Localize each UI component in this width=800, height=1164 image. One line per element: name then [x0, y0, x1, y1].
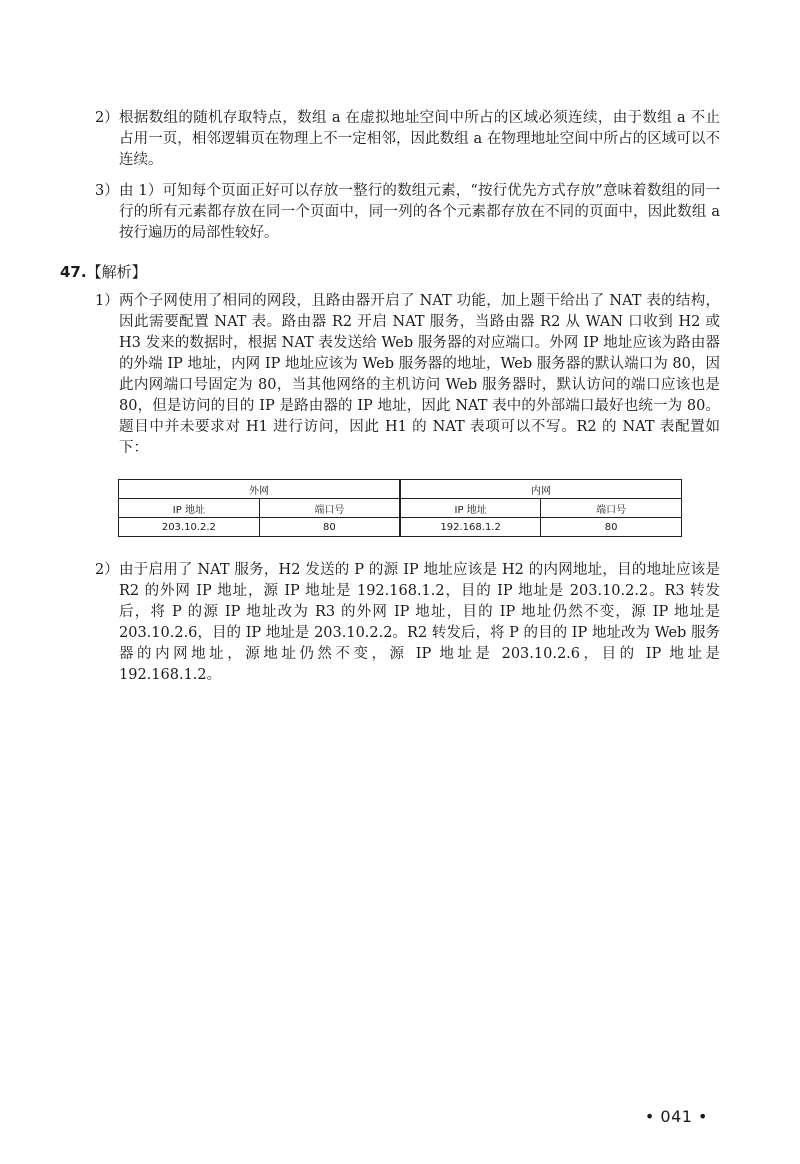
question-heading — [60, 262, 147, 283]
table-column-header-row — [119, 499, 682, 518]
nat-table — [118, 479, 682, 537]
table-cell: 80 — [541, 518, 682, 537]
table-cell: 192.168.1.2 — [400, 518, 541, 537]
column-header: IP 地址 — [119, 499, 260, 518]
column-header: 端口号 — [541, 499, 682, 518]
table-cell: 80 — [259, 518, 400, 537]
column-header: IP 地址 — [400, 499, 541, 518]
question-number: 47. — [60, 263, 87, 281]
table-group-header-row — [119, 480, 682, 499]
question-label: 【解析】 — [86, 263, 147, 281]
answer-item-3 — [95, 181, 720, 244]
item-text: 由于启用了 NAT 服务，H2 发送的 P 的源 IP 地址应该是 H2 的内网地址，目的地址应该是 R2 的外网 IP 地址，源 IP 地址是 192.168.1.2，目的 IP 地址是 203.10.2.2。R3 转发后，将 P 的源 IP 地址改为 R3 的外网 IP 地址，目的 IP 地址仍然不变，源 IP 地址是 203.10.2.6，目的 IP 地址是 203.10.2.2。R2 转发后，将 P 的目的 IP 地址改为 Web 服务器的内网地址，源地址仍然不变，源 IP 地址是 203.10.2.6，目的 IP 地址是 192.168.1.2。 — [119, 562, 720, 683]
item-text: 根据数组的随机存取特点，数组 a 在虚拟地址空间中所占的区域必须连续，由于数组 a 不止占用一页，相邻逻辑页在物理上不一定相邻，因此数组 a 在物理地址空间中所占的区域可以不连续。 — [119, 110, 720, 168]
item-number: 1） — [95, 293, 119, 309]
analysis-item-1 — [95, 291, 720, 459]
item-number: 2） — [95, 562, 119, 578]
item-number: 3） — [95, 183, 119, 199]
item-number: 2） — [95, 110, 119, 126]
answer-item-2 — [95, 108, 720, 171]
analysis-item-2 — [95, 560, 720, 686]
table-cell: 203.10.2.2 — [119, 518, 260, 537]
outer-network-header: 外网 — [119, 480, 401, 499]
inner-network-header: 内网 — [400, 480, 682, 499]
page-number: • 041 • — [644, 1107, 708, 1126]
column-header: 端口号 — [259, 499, 400, 518]
item-text: 两个子网使用了相同的网段，且路由器开启了 NAT 功能，加上题干给出了 NAT 表的结构，因此需要配置 NAT 表。路由器 R2 开启 NAT 服务，当路由器 R2 从 WAN 口收到 H2 或 H3 发来的数据时，根据 NAT 表发送给 Web 服务器的对应端口。外网 IP 地址应该为路由器的外端 IP 地址，内网 IP 地址应该为 Web 服务器的地址，Web 服务器的默认端口为 80，因此内网端口号固定为 80，当其他网络的主机访问 Web 服务器时，默认访问的端口应该也是 80，但是访问的目的 IP 是路由器的 IP 地址，因此 NAT 表中的外部端口最好也统一为 80。题目中并未要求对 H1 进行访问，因此 H1 的 NAT 表项可以不写。R2 的 NAT 表配置如下： — [119, 293, 720, 456]
table-row — [119, 518, 682, 537]
item-text: 由 1）可知每个页面正好可以存放一整行的数组元素，“按行优先方式存放”意味着数组的同一行的所有元素都存放在同一个页面中，同一列的各个元素都存放在不同的页面中，因此数组 a 按行遍历的局部性较好。 — [119, 183, 720, 241]
